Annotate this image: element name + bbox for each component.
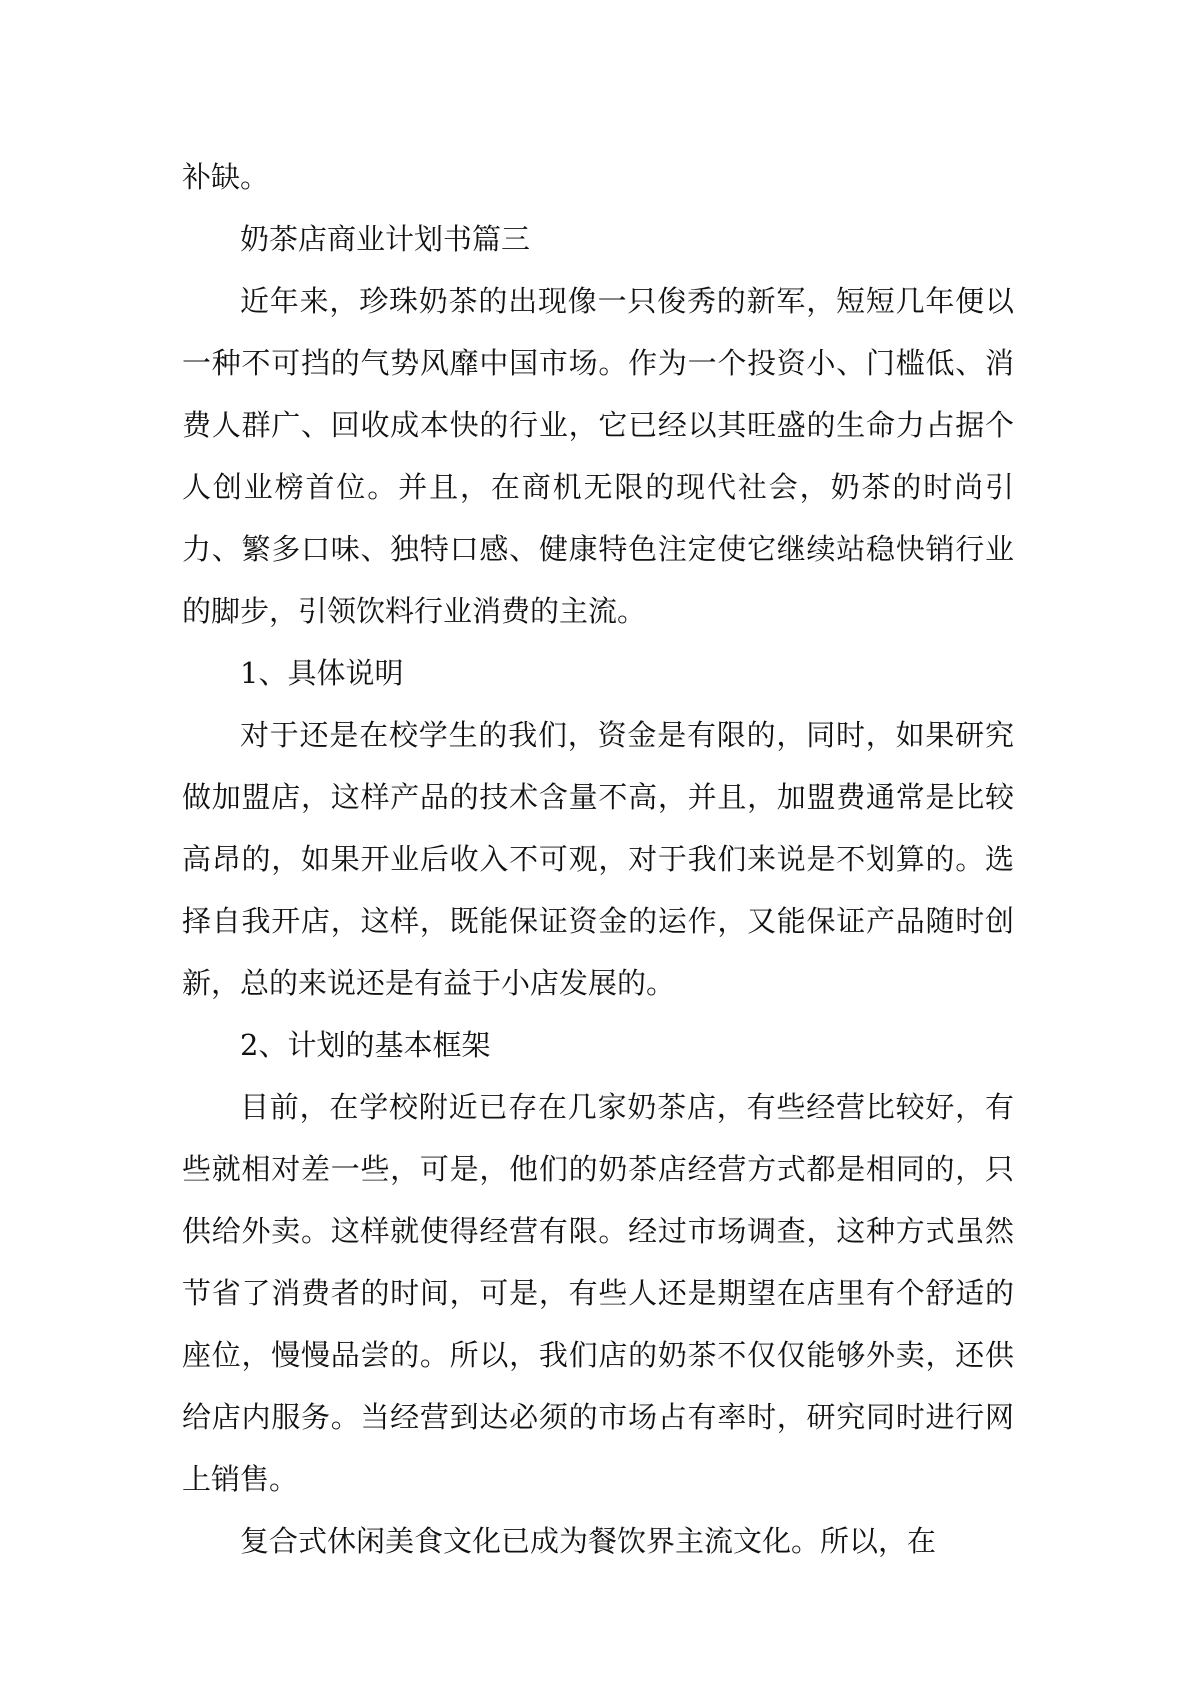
paragraph-framework: 目前，在学校附近已存在几家奶茶店，有些经营比较好，有些就相对差一些，可是，他们的奶茶店经营方式都是相同的，只供给外卖。这样就使得经营有限。经过市场调查，这种方式虽然节省了消费者的时间，可是，有些人还是期望在店里有个舒适的座位，慢慢品尝的。所以，我们店的奶茶不仅仅能够外卖，还供给店内服务。当经营到达必须的市场占有率时，研究同时进行网上销售。: [182, 1090, 1014, 1496]
paragraph-continuation: 补缺。: [182, 160, 270, 194]
subheading-2: 2、计划的基本框架: [240, 1028, 491, 1062]
subheading-1: 1、具体说明: [240, 656, 404, 690]
paragraph-explanation: 对于还是在校学生的我们，资金是有限的，同时，如果研究做加盟店，这样产品的技术含量不高，并且，加盟费通常是比较高昂的，如果开业后收入不可观，对于我们来说是不划算的。选择自我开店，这样，既能保证资金的运作，又能保证产品随时创新，总的来说还是有益于小店发展的。: [182, 718, 1014, 1000]
document-body: [182, 146, 1014, 1572]
paragraph-culture: 复合式休闲美食文化已成为餐饮界主流文化。所以，在: [240, 1524, 937, 1558]
paragraph-intro: 近年来，珍珠奶茶的出现像一只俊秀的新军，短短几年便以一种不可挡的气势风靡中国市场。作为一个投资小、门槛低、消费人群广、回收成本快的行业，它已经以其旺盛的生命力占据个人创业榜首位。并且，在商机无限的现代社会，奶茶的时尚引力、繁多口味、独特口感、健康特色注定使它继续站稳快销行业的脚步，引领饮料行业消费的主流。: [182, 284, 1014, 628]
section-title: 奶茶店商业计划书篇三: [240, 222, 531, 256]
